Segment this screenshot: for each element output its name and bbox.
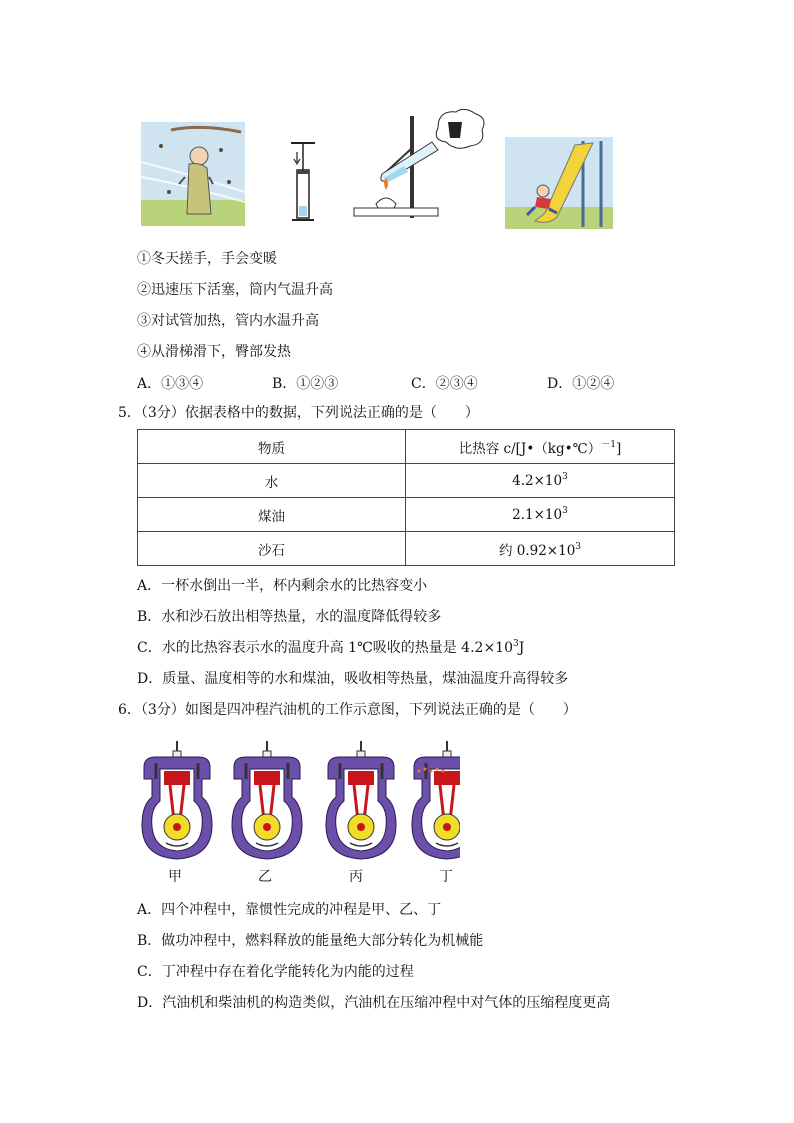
- header-substance: 物质: [138, 430, 406, 464]
- q5-option-a[interactable]: A．一杯水倒出一半，杯内剩余水的比热容变小: [137, 578, 428, 594]
- option-text: ②③④: [435, 376, 478, 392]
- q6-option-c[interactable]: C．丁冲程中存在着化学能转化为内能的过程: [137, 964, 414, 980]
- q5-option-b[interactable]: B．水和沙石放出相等热量，水的温度降低得较多: [137, 609, 442, 625]
- statement-1: ①冬天搓手，手会变暖: [137, 251, 277, 267]
- statement-2: ②迅速压下活塞，筒内气温升高: [137, 282, 333, 298]
- q6-option-b[interactable]: B．做功冲程中，燃料释放的能量绝大部分转化为机械能: [137, 933, 484, 949]
- option-letter: D．: [547, 376, 573, 392]
- value-cell: 约 $0.92\times 10^3$: [406, 532, 675, 566]
- q5-option-c[interactable]: C．水的比热容表示水的温度升高 1℃吸收的热量是 $4.2\times 10^3J$: [137, 639, 525, 656]
- specific-heat-table: [137, 429, 675, 566]
- test-tube-heating-illustration: [352, 108, 488, 224]
- option-text: ①②④: [572, 376, 615, 392]
- q4-option-d[interactable]: [547, 373, 614, 393]
- substance-cell: 沙石: [138, 532, 406, 566]
- option-text: ①②③: [296, 376, 339, 392]
- table-row: [138, 532, 675, 566]
- q6-stem: 6．（3分）如图是四冲程汽油机的工作示意图，下列说法正确的是（ ）: [118, 702, 577, 718]
- header-specific-heat: 比热容 c/[J•（kg•℃）$^{-1}$]: [406, 430, 675, 464]
- option-letter: B．: [272, 376, 297, 392]
- pump-cylinder-illustration: [288, 140, 318, 224]
- caption-ding: 丁: [439, 869, 453, 885]
- q5-stem: 5．（3分）依据表格中的数据，下列说法正确的是（ ）: [118, 405, 479, 421]
- q5-option-d[interactable]: D．质量、温度相等的水和煤油，吸收相等热量，煤油温度升高得较多: [137, 671, 569, 687]
- table-header-row: [138, 430, 675, 464]
- substance-cell: 煤油: [138, 498, 406, 532]
- engine-strokes-diagram: [140, 735, 460, 865]
- substance-cell: 水: [138, 464, 406, 498]
- q6-option-a[interactable]: A．四个冲程中，靠惯性完成的冲程是甲、乙、丁: [137, 902, 442, 918]
- caption-bing: 丙: [349, 869, 363, 885]
- q4-option-c[interactable]: [411, 373, 478, 393]
- statement-4: ④从滑梯滑下，臀部发热: [137, 344, 291, 360]
- slide-illustration: [505, 137, 613, 229]
- option-text: ①③④: [161, 376, 204, 392]
- table-row: [138, 464, 675, 498]
- value-cell: $4.2\times 10^3$: [406, 464, 675, 498]
- statement-3: ③对试管加热，管内水温升高: [137, 313, 319, 329]
- q4-option-a[interactable]: [137, 373, 203, 393]
- option-letter: C．: [411, 376, 436, 392]
- caption-jia: 甲: [168, 869, 182, 885]
- caption-yi: 乙: [258, 869, 272, 885]
- q6-option-d[interactable]: D．汽油机和柴油机的构造类似，汽油机在压缩冲程中对气体的压缩程度更高: [137, 995, 611, 1011]
- q4-option-b[interactable]: [272, 373, 338, 393]
- rubbing-hands-illustration: [141, 122, 245, 226]
- option-letter: A．: [137, 376, 162, 392]
- table-row: [138, 498, 675, 532]
- value-cell: $2.1\times 10^3$: [406, 498, 675, 532]
